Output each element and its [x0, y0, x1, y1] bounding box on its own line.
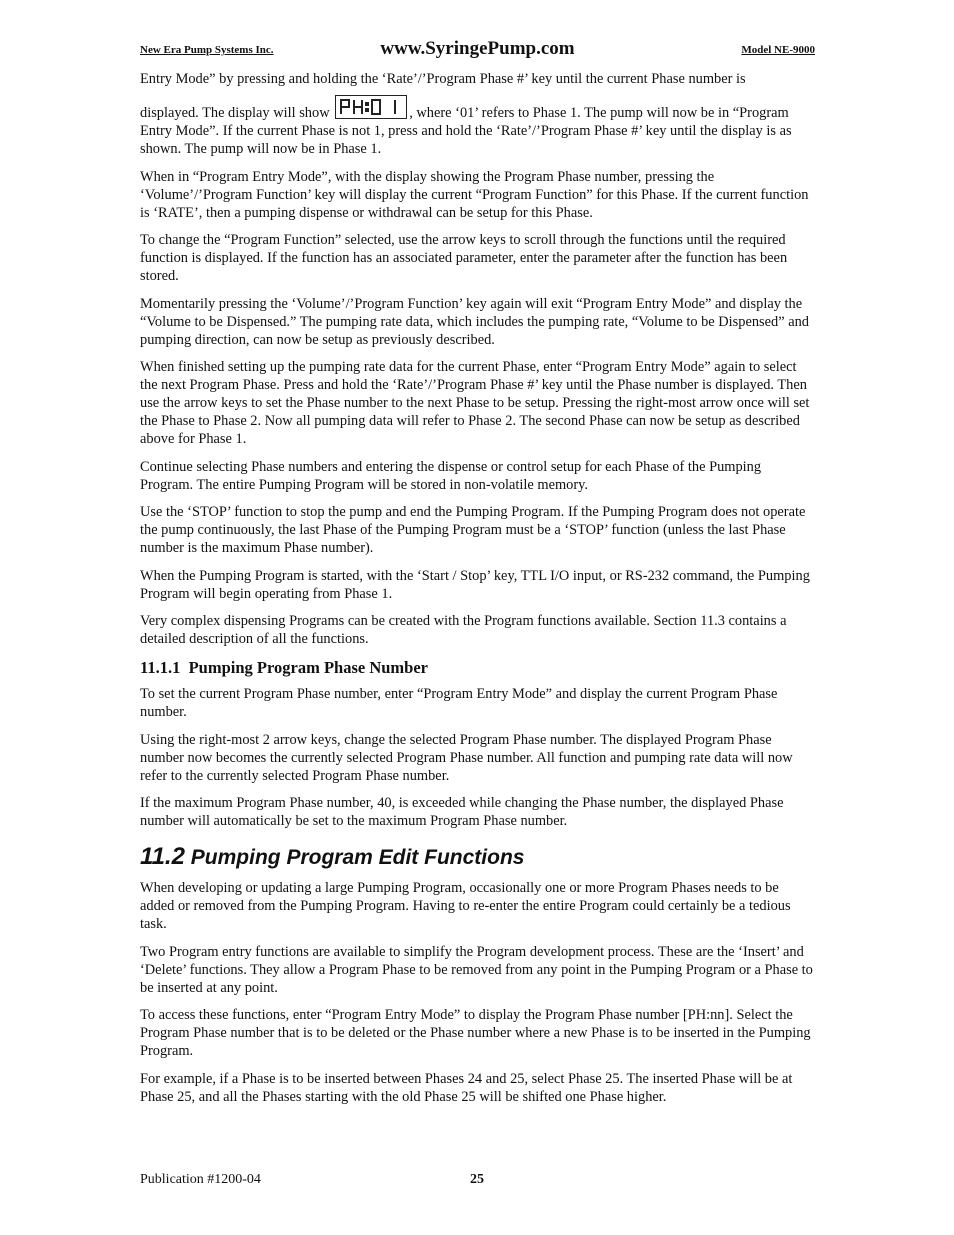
paragraph: Using the right-most 2 arrow keys, change the selected Program Phase number. The displayed Program Phase number now becomes the currently selected Program Phase number. All function and pumping rate data will now refer to the currently selected Program Phase number. — [140, 731, 793, 784]
paragraph: To access these functions, enter “Program Entry Mode” to display the Program Phase number [PH:nn]. Select the Program Phase number that is to be deleted or the Phase number where a new Phase is to be inserted in the Pumping Program. — [140, 1007, 811, 1059]
paragraph: Very complex dispensing Programs can be created with the Program functions available. Section 11.3 contains a detailed description of all the functions. — [140, 613, 787, 647]
lcd-display-figure — [335, 95, 407, 119]
paragraph: When finished setting up the pumping rate data for the current Phase, enter “Program Entry Mode” again to select the next Program Phase. Press and hold the ‘Rate’/’Program Phase #’ key until the Phase number is displayed. Then use the arrow keys to set the Phase number to the next Phase to be setup. Pressing the right-most arrow once will set the Phase to Phase 2. Now all pumping data will refer to Phase 2. The second Phase can now be setup as described above for Phase 1. — [140, 359, 810, 447]
paragraph: Continue selecting Phase numbers and entering the dispense or control setup for each Phase of the Pumping Program. The entire Pumping Program will be stored in non-volatile memory. — [140, 458, 762, 493]
paragraph: When the Pumping Program is started, with the ‘Start / Stop’ key, TTL I/O input, or RS-232 command, the Pumping Program will begin operating from Phase 1. — [140, 567, 810, 602]
model-name: Model NE-9000 — [741, 44, 815, 56]
publication-number: Publication #1200-04 — [140, 1172, 261, 1187]
paragraph: When developing or updating a large Pumping Program, occasionally one or more Program Phases needs to be added or removed from the Pumping Program. Having to re-enter the entire Program could certainly be a tedious task. — [140, 880, 791, 932]
paragraph: Entry Mode” by pressing and holding the ‘Rate’/’Program Phase #’ key until the current Phase number is — [140, 71, 746, 87]
paragraph: Use the ‘STOP’ function to stop the pump and end the Pumping Program. If the Pumping Program does not operate the pump continuously, the last Phase of the Pumping Program must be a ‘STOP’ function (unless the last Phase number is the maximum Phase number). — [140, 504, 806, 556]
paragraph: To set the current Program Phase number, enter “Program Entry Mode” and display the current Program Phase number. — [140, 686, 778, 720]
company-name: New Era Pump Systems Inc. — [140, 44, 274, 56]
subsection-heading: 11.1.1 Pumping Program Phase Number — [140, 658, 428, 677]
paragraph: To change the “Program Function” selected, use the arrow keys to scroll through the functions until the required function is displayed. If the function has an associated parameter, enter the parameter after the function has been stored. — [140, 232, 788, 284]
website-title: www.SyringePump.com — [380, 38, 575, 59]
document-page — [140, 38, 815, 60]
paragraph: Momentarily pressing the ‘Volume’/’Program Function’ key again will exit “Program Entry Mode” and display the “Volume to be Dispensed.” The pumping rate data, which includes the pumping rate, “Volume to be Dispensed” and pumping direction, can now be setup as previously described. — [140, 295, 810, 348]
paragraph: Two Program entry functions are available to simplify the Program development process. These are the ‘Insert’ and ‘Delete’ functions. They allow a Program Phase to be removed from any point in the Pumping Program or a Phase to be inserted at any point. — [140, 943, 813, 996]
paragraph: When in “Program Entry Mode”, with the display showing the Program Phase number, pressing the ‘Volume’/’Program Function’ key will display the current “Program Function” for this Phase. If the current function is ‘RATE’, then a pumping dispense or withdrawal can be setup for this Phase. — [140, 168, 809, 221]
page-header — [140, 38, 815, 60]
paragraph: If the maximum Program Phase number, 40, is exceeded while changing the Phase number, the displayed Phase number will automatically be set to the maximum Program Phase number. — [140, 795, 784, 829]
paragraph: For example, if a Phase is to be inserted between Phases 24 and 25, select Phase 25. The inserted Phase will be at Phase 25, and all the Phases starting with the old Phase 25 will be shifted one Phase higher. — [140, 1070, 793, 1105]
page-number: 25 — [470, 1172, 484, 1187]
lcd-ph01-graphic — [339, 98, 403, 116]
paragraph-display-example: displayed. The display will show , where ‘01’ refers to Phase 1. The pump will now be in “Program Entry Mode”. If the current Phase is not 1, press and hold the ‘Rate’/’Program Phase #’ key until the display is as shown. The pump will now be in Phase 1. — [140, 95, 815, 158]
section-heading: 11.2 Pumping Program Edit Functions — [140, 843, 525, 870]
document-body — [140, 70, 815, 1115]
